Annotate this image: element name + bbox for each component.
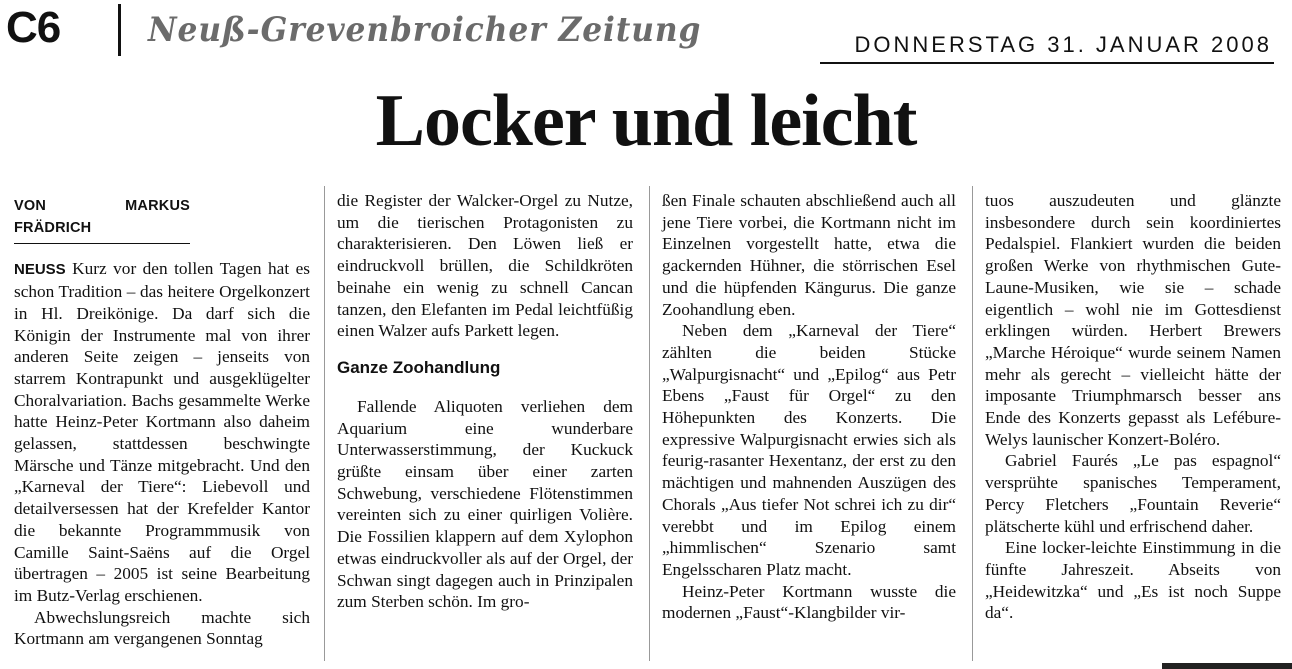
article-column-4 — [985, 190, 1281, 624]
scan-edge-mark — [1162, 663, 1292, 669]
header-divider — [118, 4, 121, 56]
paragraph: die Register der Walcker-Orgel zu Nutze, um die tierischen Protagonisten zu charakterisieren. Den Löwen ließ er eindruckvoll brüllen, die Schildkröten beinahe ein wenig zu schnell Cancan tanzen, den Elefanten im Pedal leichtfüßig einen Walzer aufs Parkett legen. — [337, 191, 633, 341]
paragraph: Neben dem „Karneval der Tiere“ zählten die beiden Stücke „Walpurgisnacht“ und „Epilog“ aus Petr Ebens „Faust für Orgel“ zu den Höhepunkten des Konzerts. Die expressive Walpurgisnacht erwies sich als feurig-rasanter Hexentanz, der erst zu den mächtigen und mahnenden Auszügen des Chorals „Aus tiefer Not schrei ich zu dir“ verebbt und im Epilog einem „himmlischen“ Szenario samt Engelsscharen Platz macht. — [662, 321, 956, 579]
paragraph: tuos auszudeuten und glänzte insbesondere durch sein koordiniertes Pedalspiel. Flankiert wurden die beiden großen Werke von rhythmischen Gute-Laune-Musiken, wie sie – schade eigentlich – wohl nie im Gottesdienst erklingen würden. Herbert Brewers „Marche Héroique“ wurde seinem Namen mehr als gerecht – vielleicht hätte der imposante Triumphmarsch besser ans Ende des Konzerts gepasst als Lefébure-Welys launischer Konzert-Boléro. — [985, 191, 1281, 449]
byline: VON MARKUS FRÄDRICH — [14, 196, 190, 244]
newspaper-masthead: Neuß-Grevenbroicher Zeitung — [148, 10, 702, 50]
paragraph: Gabriel Faurés „Le pas espagnol“ versprühte spanisches Temperament, Percy Fletchers „Fountain Reverie“ plätscherte kühl und erfrischend daher. — [985, 451, 1281, 536]
column-divider — [972, 186, 973, 661]
column-divider — [649, 186, 650, 661]
article-column-1 — [14, 196, 310, 650]
paragraph-text: Kurz vor den tollen Tagen hat es schon Tradition – das heitere Orgelkonzert in Hl. Dreikönige. Da darf sich die Königin der Instrumente mal von ihrer anderen Seite zeigen – jenseits von starrem Kontrapunkt und ausgeklügelter Choralvariation. Bachs gesammelte Werke hatte Heinz-Peter Kortmann also daheim gelassen, stattdessen beschwingte Märsche und Tänze mitgebracht. Und den „Karneval der Tiere“: Liebevoll und detailversessen hat der Krefelder Kantor die bekannte Programmmusik von Camille Saint-Saëns auf die Orgel übertragen – 2005 ist seine Bearbeitung im Butz-Verlag erschienen. — [14, 259, 310, 605]
issue-date: DONNERSTAG 31. JANUAR 2008 — [854, 32, 1272, 57]
paragraph: ßen Finale schauten abschließend auch all jene Tiere vorbei, die Kortmann nicht im Einzelnen vorgestellt hatte, etwa die gackernden Hühner, die störrischen Esel und die hüpfenden Kängurus. Die ganze Zoohandlung eben. — [662, 191, 956, 319]
paragraph — [14, 258, 310, 606]
paragraph: Abwechslungsreich machte sich Kortmann am vergangenen Sonntag — [14, 607, 310, 649]
date-underline — [820, 62, 1274, 64]
page-number: C6 — [6, 3, 61, 52]
paragraph: Fallende Aliquoten verliehen dem Aquarium eine wunderbare Unterwasserstimmung, der Kuckuck grüßte einsam über einer zarten Schwebung, verschiedene Flötenstimmen vereinten sich zu einer quirligen Volière. Die Fossilien klappern auf dem Xylophon etwas eindruckvoller als auf der Orgel, der Schwan singt dagegen auch in Prinzipalen zum Sterben schön. Im gro- — [337, 396, 633, 612]
article-headline: Locker und leicht — [375, 80, 917, 162]
column-divider — [324, 186, 325, 661]
dateline: NEUSS — [14, 261, 66, 279]
paragraph: Heinz-Peter Kortmann wusste die modernen „Faust“-Klangbilder vir- — [662, 581, 956, 623]
article-column-3 — [662, 190, 956, 624]
article-column-2 — [337, 190, 633, 613]
paragraph: Eine locker-leichte Einstimmung in die fünfte Jahreszeit. Abseits von „Heidewitzka“ und „Es ist noch Suppe da“. — [985, 538, 1281, 623]
subheading: Ganze Zoohandlung — [337, 357, 501, 377]
